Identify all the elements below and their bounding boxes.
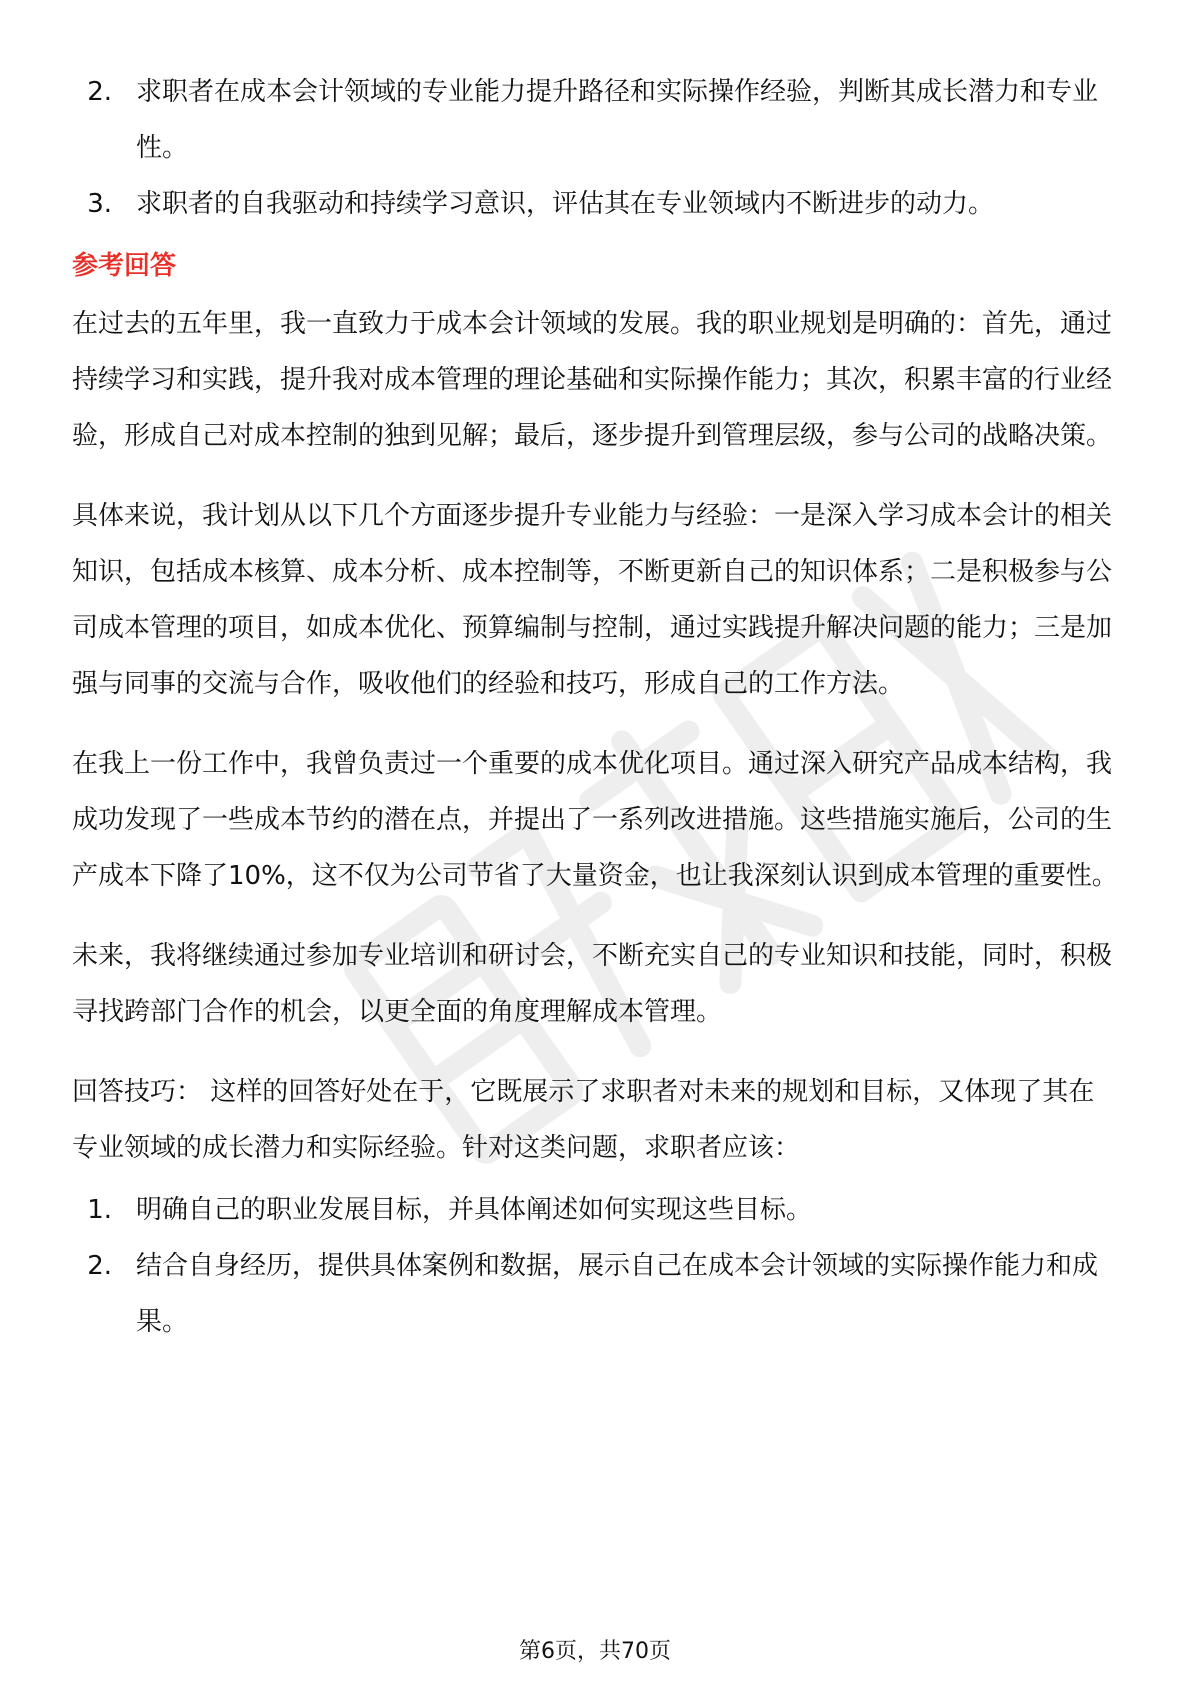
answer-paragraph: 未来，我将继续通过参加专业培训和研讨会，不断充实自己的专业知识和技能，同时，积极寻找跨部门合作的机会，以更全面的角度理解成本管理。 [72, 941, 1113, 1027]
page-number-footer: 第6页，共70页 [519, 1639, 671, 1664]
content-area [72, 64, 1118, 1350]
list-item-text: 求职者的自我驱动和持续学习意识，评估其在专业领域内不断进步的动力。 [136, 189, 995, 219]
list-item [58, 1182, 1118, 1238]
list-item-text: 结合自身经历，提供具体案例和数据，展示自己在成本会计领域的实际操作能力和成果。 [136, 1251, 1099, 1337]
tips-list [58, 1182, 1118, 1350]
answer-paragraph: 在我上一份工作中，我曾负责过一个重要的成本优化项目。通过深入研究产品成本结构，我成功发现了一些成本节约的潜在点，并提出了一系列改进措施。这些措施实施后，公司的生产成本下降了10%，这不仅为公司节省了大量资金，也让我深刻认识到成本管理的重要性。 [72, 749, 1118, 891]
list-number: 1. [87, 1195, 112, 1225]
list-item [58, 64, 1118, 176]
list-item-text: 明确自己的职业发展目标，并具体阐述如何实现这些目标。 [136, 1195, 813, 1225]
list-item-text: 求职者在成本会计领域的专业能力提升路径和实际操作经验，判断其成长潜力和专业性。 [136, 77, 1099, 163]
tips-paragraph: 回答技巧： 这样的回答好处在于，它既展示了求职者对未来的规划和目标，又体现了其在专业领域的成长潜力和实际经验。针对这类问题，求职者应该： [72, 1077, 1095, 1163]
list-item [58, 176, 1118, 232]
answer-paragraph: 具体来说，我计划从以下几个方面逐步提升专业能力与经验：一是深入学习成本会计的相关知识，包括成本核算、成本分析、成本控制等，不断更新自己的知识体系；二是积极参与公司成本管理的项目，如成本优化、预算编制与控制，通过实践提升解决问题的能力；三是加强与同事的交流与合作，吸收他们的经验和技巧，形成自己的工作方法。 [72, 501, 1113, 699]
list-number: 3. [87, 189, 112, 219]
answer-paragraph: 在过去的五年里，我一直致力于成本会计领域的发展。我的职业规划是明确的：首先，通过持续学习和实践，提升我对成本管理的理论基础和实际操作能力；其次，积累丰富的行业经验，形成自己对成本控制的独到见解；最后，逐步提升到管理层级，参与公司的战略决策。 [72, 309, 1113, 451]
section-heading: 参考回答 [72, 251, 177, 281]
list-number: 2. [87, 77, 112, 107]
evaluation-points-list [58, 64, 1118, 232]
list-number: 2. [87, 1251, 112, 1281]
list-item [58, 1238, 1118, 1350]
